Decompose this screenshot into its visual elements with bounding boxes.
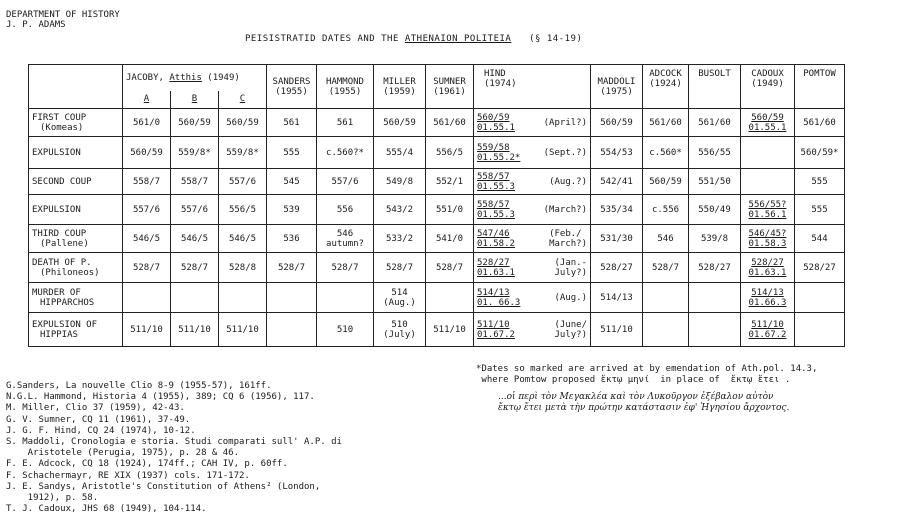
row-label: MURDER OF HIPPARCHOS <box>29 283 123 313</box>
cell-hind: 560/59 01.55.1 (April?) <box>474 109 591 137</box>
cell-maddoli: 531/30 <box>591 225 643 253</box>
cell-adcock: c.560* <box>643 137 689 169</box>
greek-quote-line-1: ...οἱ περὶ τὸν Μεγακλέα καὶ τὸν Λυκοῦργον ἐξέβαλον αὐτὸν <box>498 392 774 402</box>
cell-pomtow <box>795 313 845 347</box>
table-row <box>29 169 845 195</box>
cell-sumner <box>426 283 474 313</box>
reference-item: M. Miller, Clio 37 (1959), 42-43. <box>6 403 185 414</box>
cell-miller: 543/2 <box>374 195 426 225</box>
cell-jacoby-b <box>171 283 219 313</box>
reference-item: N.G.L. Hammond, Historia 4 (1955), 389; CQ 6 (1956), 117. <box>6 392 315 403</box>
cell-jacoby-c: 511/10 <box>219 313 267 347</box>
note-line-2: where Pomtow proposed ἔκτῳ μηνί in place of ἔκτῳ ἔτει . <box>476 375 791 385</box>
table-row <box>29 109 845 137</box>
cell-hammond: 556 <box>317 195 374 225</box>
cell-cadoux: 556/55? 01.56.1 <box>741 195 795 225</box>
header-sumner: SUMNER (1961) <box>426 65 474 109</box>
cell-hammond: 546 autumn? <box>317 225 374 253</box>
header-sanders: SANDERS (1955) <box>267 65 317 109</box>
cell-pomtow: 555 <box>795 195 845 225</box>
header-blank <box>29 65 123 109</box>
greek-quote-line-2: ἔκτῳ ἔτει μετὰ τὴν πρώτην κατάστασιν ἐφ' Ἡγησίου ἄρχοντος. <box>498 403 790 413</box>
reference-item: J. G. F. Hind, CQ 24 (1974), 10-12. <box>6 425 196 436</box>
cell-sumner: 511/10 <box>426 313 474 347</box>
department-heading: DEPARTMENT OF HISTORY <box>6 10 120 20</box>
reference-item: G. V. Sumner, CQ 11 (1961), 37-49. <box>6 414 191 425</box>
cell-hammond: 528/7 <box>317 253 374 283</box>
cell-hind: 528/27 01.63.1 (Jan.- July?) <box>474 253 591 283</box>
cell-miller: 533/2 <box>374 225 426 253</box>
reference-item: G.Sanders, La nouvelle Clio 8-9 (1955-57), 161ff. <box>6 381 272 391</box>
title-suffix: (§ 14-19) <box>511 34 583 44</box>
cell-cadoux: 546/45? 01.58.3 <box>741 225 795 253</box>
cell-sumner: 561/60 <box>426 109 474 137</box>
table-row <box>29 253 845 283</box>
cell-sumner: 528/7 <box>426 253 474 283</box>
cell-sumner: 556/5 <box>426 137 474 169</box>
document-title <box>245 34 582 44</box>
cell-hammond: c.560?* <box>317 137 374 169</box>
reference-item: 1912), p. 58. <box>6 493 99 504</box>
cell-cadoux: 514/13 01.66.3 <box>741 283 795 313</box>
note-line-1: *Dates so marked are arrived at by emendation of Ath.pol. 14.3, <box>476 364 818 374</box>
emendation-note <box>476 364 817 414</box>
cell-hammond <box>317 283 374 313</box>
cell-jacoby-a: 546/5 <box>123 225 171 253</box>
cell-jacoby-a <box>123 283 171 313</box>
cell-jacoby-c: 559/8* <box>219 137 267 169</box>
cell-sanders: 536 <box>267 225 317 253</box>
cell-adcock: 546 <box>643 225 689 253</box>
cell-busolt <box>689 313 741 347</box>
cell-jacoby-a: 511/10 <box>123 313 171 347</box>
cell-sumner: 551/0 <box>426 195 474 225</box>
cell-busolt: 550/49 <box>689 195 741 225</box>
cell-pomtow <box>795 283 845 313</box>
cell-pomtow: 528/27 <box>795 253 845 283</box>
table-row <box>29 283 845 313</box>
cell-sanders: 555 <box>267 137 317 169</box>
cell-sanders <box>267 313 317 347</box>
row-label: THIRD COUP (Pallene) <box>29 225 123 253</box>
cell-maddoli: 542/41 <box>591 169 643 195</box>
cell-maddoli: 554/53 <box>591 137 643 169</box>
cell-jacoby-b: 560/59 <box>171 109 219 137</box>
header-jacoby-a: A <box>123 91 171 109</box>
cell-adcock <box>643 313 689 347</box>
cell-miller: 555/4 <box>374 137 426 169</box>
header-jacoby-c: C <box>219 91 267 109</box>
cell-cadoux <box>741 137 795 169</box>
cell-jacoby-b: 511/10 <box>171 313 219 347</box>
row-label: SECOND COUP <box>29 169 123 195</box>
cell-jacoby-c: 560/59 <box>219 109 267 137</box>
reference-item: J. E. Sandys, Aristotle's Constitution of Athens² (London, <box>6 481 321 492</box>
cell-sumner: 541/0 <box>426 225 474 253</box>
cell-jacoby-b: 546/5 <box>171 225 219 253</box>
cell-jacoby-b: 558/7 <box>171 169 219 195</box>
table-row <box>29 195 845 225</box>
cell-jacoby-c: 556/5 <box>219 195 267 225</box>
cell-miller: 560/59 <box>374 109 426 137</box>
table-row <box>29 137 845 169</box>
cell-jacoby-c: 528/8 <box>219 253 267 283</box>
reference-item: F. Schachermayr, RE XIX (1937) cols. 171-172. <box>6 470 250 481</box>
cell-sanders: 561 <box>267 109 317 137</box>
header-busolt: BUSOLT <box>689 65 741 109</box>
cell-cadoux: 511/10 01.67.2 <box>741 313 795 347</box>
references-list <box>6 381 342 515</box>
header-row <box>29 65 845 91</box>
cell-hammond: 561 <box>317 109 374 137</box>
row-label: EXPULSION <box>29 137 123 169</box>
title-underlined: ATHENAION POLITEIA <box>404 34 512 44</box>
author-name: J. P. ADAMS <box>6 20 66 30</box>
cell-busolt <box>689 283 741 313</box>
cell-hammond: 510 <box>317 313 374 347</box>
cell-jacoby-a: 561/0 <box>123 109 171 137</box>
cell-sanders: 539 <box>267 195 317 225</box>
cell-jacoby-a: 528/7 <box>123 253 171 283</box>
cell-miller: 528/7 <box>374 253 426 283</box>
cell-pomtow: 560/59* <box>795 137 845 169</box>
cell-jacoby-c: 546/5 <box>219 225 267 253</box>
cell-maddoli: 560/59 <box>591 109 643 137</box>
cell-pomtow: 555 <box>795 169 845 195</box>
reference-item: Aristotele (Perugia, 1975), p. 28 & 46. <box>6 448 239 459</box>
cell-jacoby-c: 557/6 <box>219 169 267 195</box>
cell-busolt: 561/60 <box>689 109 741 137</box>
table-row <box>29 225 845 253</box>
header-jacoby: JACOBY, Atthis (1949) <box>123 65 267 91</box>
cell-sanders: 528/7 <box>267 253 317 283</box>
cell-jacoby-a: 558/7 <box>123 169 171 195</box>
cell-miller: 510 (July) <box>374 313 426 347</box>
header-pomtow: POMTOW <box>795 65 845 109</box>
cell-busolt: 556/55 <box>689 137 741 169</box>
cell-adcock: 560/59 <box>643 169 689 195</box>
cell-hind: 558/57 01.55.3 (Aug.?) <box>474 169 591 195</box>
cell-jacoby-b: 557/6 <box>171 195 219 225</box>
cell-adcock: 561/60 <box>643 109 689 137</box>
cell-hind: 558/57 01.55.3 (March?) <box>474 195 591 225</box>
cell-cadoux: 528/27 01.63.1 <box>741 253 795 283</box>
cell-adcock <box>643 283 689 313</box>
row-label: FIRST COUP (Komeas) <box>29 109 123 137</box>
cell-sanders <box>267 283 317 313</box>
header-jacoby-b: B <box>171 91 219 109</box>
cell-pomtow: 561/60 <box>795 109 845 137</box>
row-label: EXPULSION OF HIPPIAS <box>29 313 123 347</box>
cell-jacoby-a: 557/6 <box>123 195 171 225</box>
cell-jacoby-c <box>219 283 267 313</box>
cell-maddoli: 528/27 <box>591 253 643 283</box>
cell-adcock: 528/7 <box>643 253 689 283</box>
cell-jacoby-b: 559/8* <box>171 137 219 169</box>
cell-pomtow: 544 <box>795 225 845 253</box>
cell-hammond: 557/6 <box>317 169 374 195</box>
dates-table <box>28 64 845 347</box>
header-maddoli: MADDOLI (1975) <box>591 65 643 109</box>
cell-maddoli: 511/10 <box>591 313 643 347</box>
cell-busolt: 528/27 <box>689 253 741 283</box>
table-row <box>29 313 845 347</box>
cell-cadoux <box>741 169 795 195</box>
cell-jacoby-a: 560/59 <box>123 137 171 169</box>
cell-hind: 514/13 01. 66.3 (Aug.) <box>474 283 591 313</box>
header-cadoux: CADOUX (1949) <box>741 65 795 109</box>
cell-sanders: 545 <box>267 169 317 195</box>
cell-adcock: c.556 <box>643 195 689 225</box>
header-miller: MILLER (1959) <box>374 65 426 109</box>
cell-hind: 559/58 01.55.2* (Sept.?) <box>474 137 591 169</box>
header-adcock: ADCOCK (1924) <box>643 65 689 109</box>
cell-maddoli: 535/34 <box>591 195 643 225</box>
reference-item: T. J. Cadoux, JHS 68 (1949), 104-114. <box>6 504 207 515</box>
reference-item: S. Maddoli, Cronologia e storia. Studi comparati sull' A.P. di <box>6 437 342 448</box>
cell-busolt: 551/50 <box>689 169 741 195</box>
cell-miller: 549/8 <box>374 169 426 195</box>
cell-busolt: 539/8 <box>689 225 741 253</box>
reference-item: F. E. Adcock, CQ 18 (1924), 174ff.; CAH IV, p. 60ff. <box>6 459 288 470</box>
cell-maddoli: 514/13 <box>591 283 643 313</box>
header-hind: HIND (1974) <box>474 65 591 109</box>
cell-cadoux: 560/59 01.55.1 <box>741 109 795 137</box>
cell-jacoby-b: 528/7 <box>171 253 219 283</box>
cell-miller: 514 (Aug.) <box>374 283 426 313</box>
row-label: EXPULSION <box>29 195 123 225</box>
cell-hind: 547/46 01.58.2 (Feb./ March?) <box>474 225 591 253</box>
header-hammond: HAMMOND (1955) <box>317 65 374 109</box>
title-prefix: PEISISTRATID DATES AND THE <box>245 34 405 44</box>
cell-hind: 511/10 01.67.2 (June/ July?) <box>474 313 591 347</box>
cell-sumner: 552/1 <box>426 169 474 195</box>
row-label: DEATH OF P. (Philoneos) <box>29 253 123 283</box>
